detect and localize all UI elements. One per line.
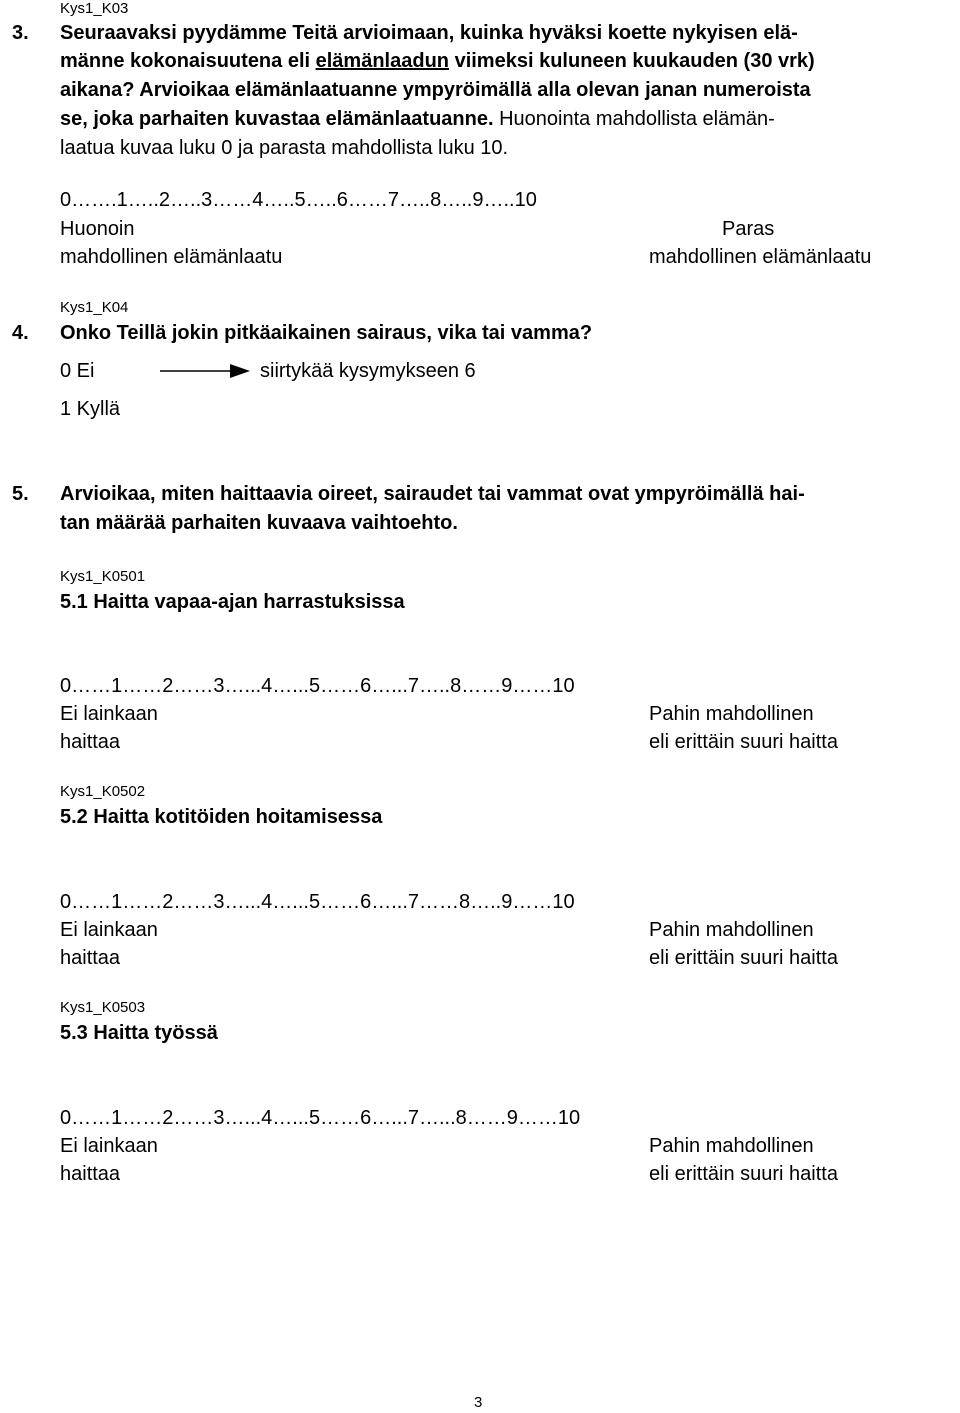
rating-scale[interactable]: 0……1……2……3…...4…...5……6…...7…...8……9……10 xyxy=(60,1107,581,1129)
underlined-term: elämänlaadun xyxy=(315,50,450,72)
question-text-span: männe kokonaisuutena eli xyxy=(60,50,316,72)
question-text-span: Huonointa mahdollista elämän- xyxy=(493,108,775,130)
rating-scale[interactable]: 0……1……2……3…...4…...5……6…...7…..8……9……10 xyxy=(60,675,575,697)
question-text-line: Arvioikaa, miten haittaavia oireet, sairaudet tai vammat ovat ympyröimällä hai- xyxy=(60,483,805,505)
question-code: Kys1_K0502 xyxy=(60,783,146,800)
question-number: 4. xyxy=(12,322,29,344)
scale-max-label: Pahin mahdollinen xyxy=(649,919,814,941)
page-number: 3 xyxy=(474,1394,483,1411)
question-code: Kys1_K03 xyxy=(60,0,129,17)
question-text-line: aikana? Arvioikaa elämänlaatuanne ympyröimällä alla olevan janan numeroista xyxy=(60,79,811,101)
question-text-line xyxy=(60,48,815,74)
scale-min-label: haittaa xyxy=(60,731,121,753)
scale-min-label: Ei lainkaan xyxy=(60,919,158,941)
scale-min-label: mahdollinen elämänlaatu xyxy=(60,246,283,268)
scale-max-label: mahdollinen elämänlaatu xyxy=(649,246,872,268)
scale-max-label: eli erittäin suuri haitta xyxy=(649,731,838,753)
rating-scale[interactable]: 0…….1…..2…..3……4…..5…..6……7…..8…..9…..10 xyxy=(60,189,537,211)
question-text-line: laatua kuvaa luku 0 ja parasta mahdollista luku 10. xyxy=(60,137,509,159)
rating-scale[interactable]: 0……1……2……3…...4…...5……6…...7……8…..9……10 xyxy=(60,891,575,913)
answer-option-no[interactable]: 0 Ei xyxy=(60,360,95,382)
question-text-line: Seuraavaksi pyydämme Teitä arvioimaan, kuinka hyväksi koette nykyisen elä- xyxy=(60,22,798,44)
scale-min-label: Ei lainkaan xyxy=(60,703,158,725)
subquestion-title: 5.3 Haitta työssä xyxy=(60,1022,218,1044)
scale-max-label: eli erittäin suuri haitta xyxy=(649,947,838,969)
question-code: Kys1_K0503 xyxy=(60,999,146,1016)
scale-max-label: Paras xyxy=(722,218,775,240)
question-text-span: se, joka parhaiten kuvastaa elämänlaatuanne. xyxy=(60,108,494,130)
subquestion-title: 5.1 Haitta vapaa-ajan harrastuksissa xyxy=(60,591,405,613)
question-text-span: viimeksi kuluneen kuukauden (30 vrk) xyxy=(449,50,815,72)
question-code: Kys1_K0501 xyxy=(60,568,146,585)
answer-option-yes[interactable]: 1 Kyllä xyxy=(60,398,121,420)
subquestion-title: 5.2 Haitta kotitöiden hoitamisessa xyxy=(60,806,383,828)
arrow-right-icon xyxy=(160,363,250,379)
scale-max-label: eli erittäin suuri haitta xyxy=(649,1163,838,1185)
question-text-line xyxy=(60,106,775,132)
skip-instruction: siirtykää kysymykseen 6 xyxy=(260,360,476,382)
question-text-line: tan määrää parhaiten kuvaava vaihtoehto. xyxy=(60,512,458,534)
scale-max-label: Pahin mahdollinen xyxy=(649,703,814,725)
scale-min-label: haittaa xyxy=(60,1163,121,1185)
question-code: Kys1_K04 xyxy=(60,299,129,316)
scale-min-label: Huonoin xyxy=(60,218,135,240)
scale-max-label: Pahin mahdollinen xyxy=(649,1135,814,1157)
scale-min-label: Ei lainkaan xyxy=(60,1135,158,1157)
question-number: 3. xyxy=(12,22,29,44)
question-number: 5. xyxy=(12,483,29,505)
scale-min-label: haittaa xyxy=(60,947,121,969)
question-text: Onko Teillä jokin pitkäaikainen sairaus, vika tai vamma? xyxy=(60,322,593,344)
